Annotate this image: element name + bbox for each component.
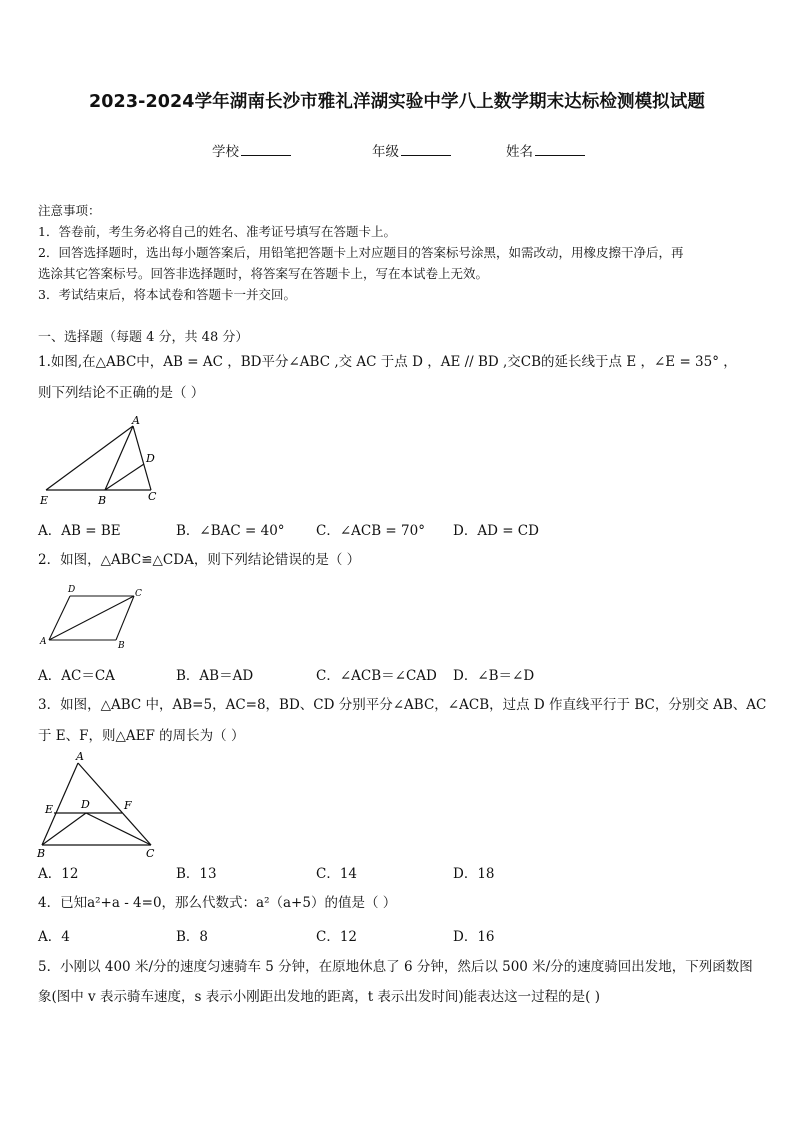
q1-stem-line1: 1.如图,在△ABC中，AB = AC ，BD平分∠ABC ,交 AC 于点 D ，AE // BD ,交CB的延长线于点 E ，∠E = 35° ， bbox=[38, 354, 737, 370]
school-field bbox=[212, 140, 291, 160]
notice bbox=[38, 200, 683, 305]
q1-figure bbox=[36, 412, 166, 510]
name-field bbox=[506, 140, 585, 160]
q3-label-c: C bbox=[146, 847, 155, 860]
school-blank[interactable] bbox=[241, 143, 291, 156]
q2-option-c[interactable]: C．∠ACB＝∠CAD bbox=[316, 668, 437, 684]
q3-option-b[interactable]: B．13 bbox=[176, 866, 217, 882]
notice-item: 1．答卷前，考生务必将自己的姓名、准考证号填写在答题卡上。 bbox=[38, 224, 396, 239]
q1-label-c: C bbox=[148, 490, 157, 503]
q3-option-d[interactable]: D．18 bbox=[453, 866, 495, 882]
q2-figure bbox=[36, 580, 152, 650]
grade-field bbox=[372, 140, 451, 160]
q1-label-e: E bbox=[40, 494, 49, 507]
q1-option-b[interactable]: B．∠BAC = 40° bbox=[176, 523, 285, 539]
q2-stem-line1: 2．如图，△ABC≌△CDA，则下列结论错误的是（ ） bbox=[38, 552, 361, 568]
q3-stem-line1: 3．如图，△ABC 中，AB=5，AC=8，BD、CD 分别平分∠ABC，∠ACB，过点 D 作直线平行于 BC，分别交 AB、AC bbox=[38, 697, 767, 713]
q2-label-a: A bbox=[40, 637, 47, 647]
q1-option-a[interactable]: A．AB = BE bbox=[38, 523, 121, 539]
q2-label-c: C bbox=[135, 589, 142, 599]
q3-label-b: B bbox=[37, 847, 46, 860]
q3-option-a[interactable]: A．12 bbox=[38, 866, 79, 882]
q2-label-b: B bbox=[118, 641, 125, 650]
section-heading: 一、选择题（每题 4 分，共 48 分） bbox=[38, 330, 249, 345]
q2-option-b[interactable]: B．AB＝AD bbox=[176, 668, 254, 684]
grade-blank[interactable] bbox=[401, 143, 451, 156]
q2-option-d[interactable]: D．∠B＝∠D bbox=[453, 668, 535, 684]
q4-option-c[interactable]: C．12 bbox=[316, 929, 358, 945]
q1-option-d[interactable]: D．AD = CD bbox=[453, 523, 539, 539]
notice-item: 3．考试结束后，将本试卷和答题卡一并交回。 bbox=[38, 287, 296, 302]
q5-stem-line2: 象(图中 v 表示骑车速度，s 表示小刚距出发地的距离，t 表示出发时间)能表达这一过程的是( ) bbox=[38, 989, 601, 1005]
q1-stem-line2: 则下列结论不正确的是（ ） bbox=[38, 385, 205, 401]
q4-option-d[interactable]: D．16 bbox=[453, 929, 495, 945]
page-title: 2023-2024学年湖南长沙市雅礼洋湖实验中学八上数学期末达标检测模拟试题 bbox=[89, 92, 705, 112]
notice-heading: 注意事项： bbox=[38, 203, 101, 218]
q3-stem-line2: 于 E、F，则△AEF 的周长为（ ） bbox=[38, 728, 245, 744]
q2-label-d: D bbox=[68, 585, 76, 595]
q3-label-e: E bbox=[45, 803, 54, 816]
grade-label: 年级 bbox=[372, 144, 399, 160]
q1-label-d: D bbox=[146, 452, 155, 465]
q3-figure bbox=[34, 750, 160, 860]
q1-label-b: B bbox=[98, 494, 107, 507]
q1-option-c[interactable]: C．∠ACB = 70° bbox=[316, 523, 425, 539]
name-label: 姓名 bbox=[506, 144, 533, 160]
q5-stem-line1: 5．小刚以 400 米/分的速度匀速骑车 5 分钟，在原地休息了 6 分钟，然后以 500 米/分的速度骑回出发地，下列函数图 bbox=[38, 959, 753, 975]
q2-option-a[interactable]: A．AC＝CA bbox=[38, 668, 115, 684]
q4-option-b[interactable]: B．8 bbox=[176, 929, 209, 945]
q4-option-a[interactable]: A．4 bbox=[38, 929, 70, 945]
name-blank[interactable] bbox=[535, 143, 585, 156]
school-label: 学校 bbox=[212, 144, 239, 160]
q4-stem-line1: 4．已知a²+a - 4=0，那么代数式：a²（a+5）的值是（ ） bbox=[38, 895, 397, 911]
q3-label-a: A bbox=[76, 750, 84, 763]
notice-item: 选涂其它答案标号。回答非选择题时，将答案写在答题卡上，写在本试卷上无效。 bbox=[38, 266, 489, 281]
q3-option-c[interactable]: C．14 bbox=[316, 866, 358, 882]
q3-label-f: F bbox=[124, 799, 132, 812]
q1-label-a: A bbox=[132, 414, 140, 427]
notice-item: 2．回答选择题时，选出每小题答案后，用铅笔把答题卡上对应题目的答案标号涂黑，如需改动，用橡皮擦干净后，再 bbox=[38, 245, 684, 260]
q3-label-d: D bbox=[81, 798, 90, 811]
